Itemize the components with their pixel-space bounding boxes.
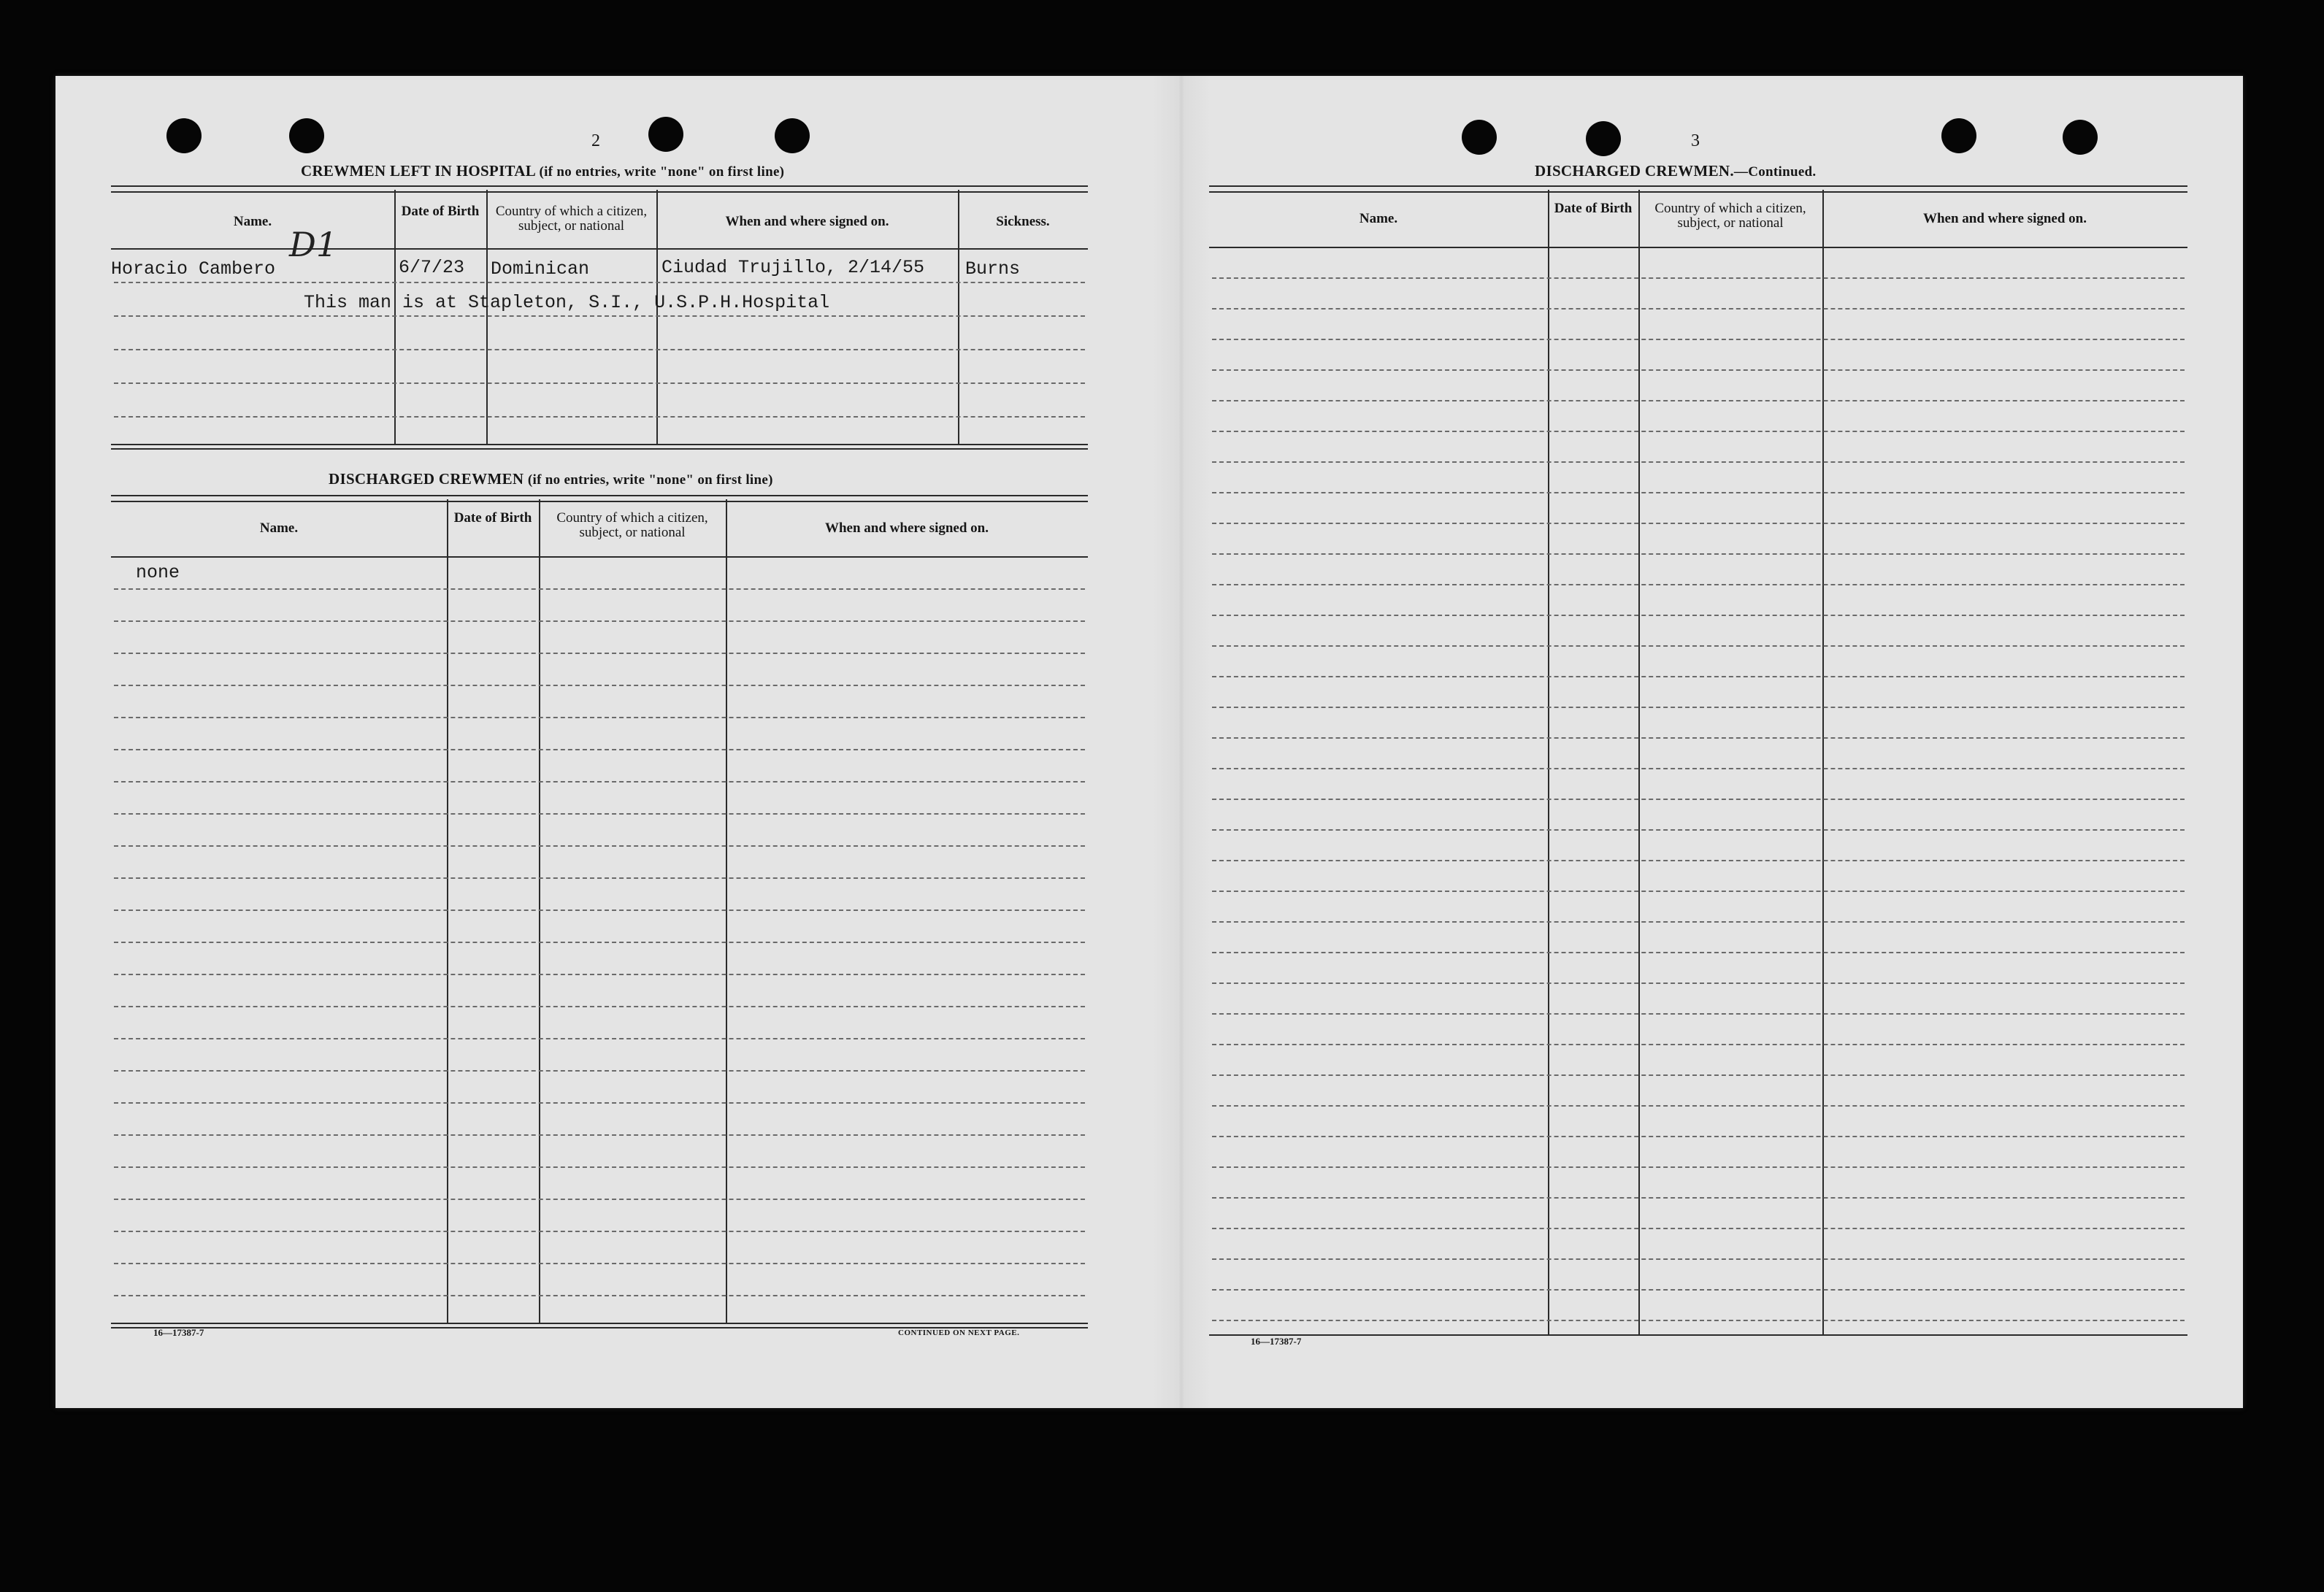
entry-sickness: Burns xyxy=(965,258,1021,280)
row-rule xyxy=(1212,1258,2185,1260)
row-rule xyxy=(114,1102,1085,1104)
row-rule xyxy=(1212,615,2185,616)
row-rule xyxy=(1212,1013,2185,1015)
row-rule xyxy=(1212,860,2185,861)
row-rule xyxy=(114,653,1085,654)
row-rule xyxy=(1212,369,2185,371)
column-header: Date of Birth xyxy=(401,204,480,219)
row-rule xyxy=(114,974,1085,975)
form-number-left: 16—17387-7 xyxy=(153,1327,204,1338)
table-top-rule xyxy=(1209,185,2187,193)
column-divider xyxy=(1548,190,1549,1334)
column-divider xyxy=(394,190,396,444)
row-rule xyxy=(1212,1105,2185,1107)
row-rule xyxy=(1212,1136,2185,1137)
document-sheet xyxy=(55,76,2243,1408)
entry-dob: 6/7/23 xyxy=(399,257,465,278)
continued-section-title xyxy=(1535,162,1816,180)
row-rule xyxy=(114,620,1085,622)
row-rule xyxy=(1212,461,2185,463)
row-rule xyxy=(114,1166,1085,1168)
row-rule xyxy=(1212,921,2185,923)
column-header: Sickness. xyxy=(996,214,1050,229)
row-rule xyxy=(114,1199,1085,1200)
row-rule xyxy=(1212,1074,2185,1076)
table-bottom-rule xyxy=(111,448,1088,450)
punch-hole xyxy=(2063,120,2098,155)
continued-note: CONTINUED ON NEXT PAGE. xyxy=(898,1328,1020,1337)
column-header: Name. xyxy=(1359,211,1398,226)
discharged-first-entry: none xyxy=(136,562,180,583)
row-rule xyxy=(1212,707,2185,708)
continued-title-suffix: —Continued. xyxy=(1733,164,1817,180)
row-rule xyxy=(114,685,1085,686)
row-rule xyxy=(114,349,1085,350)
hospital-title-text: CREWMEN LEFT IN HOSPITAL xyxy=(301,162,535,180)
column-divider xyxy=(656,190,658,444)
row-rule xyxy=(1212,492,2185,493)
table-bottom-rule xyxy=(111,1323,1088,1324)
column-header: When and where signed on. xyxy=(725,214,889,229)
column-header: Date of Birth xyxy=(453,510,532,526)
page-number-left: 2 xyxy=(591,131,600,150)
row-rule xyxy=(114,282,1085,283)
column-divider xyxy=(486,190,488,444)
row-rule xyxy=(1212,891,2185,892)
row-rule xyxy=(1212,737,2185,739)
table-bottom-rule xyxy=(1209,1334,2187,1336)
handwritten-mark: D1 xyxy=(289,225,338,264)
entry-country: Dominican xyxy=(491,258,590,280)
row-rule xyxy=(114,416,1085,418)
punch-hole xyxy=(1941,118,1976,153)
punch-hole xyxy=(1462,120,1497,155)
column-divider xyxy=(958,190,959,444)
row-rule xyxy=(1212,676,2185,677)
row-rule xyxy=(1212,400,2185,401)
row-rule xyxy=(114,1295,1085,1296)
row-rule xyxy=(1212,584,2185,585)
row-rule xyxy=(114,910,1085,911)
table-top-rule xyxy=(111,185,1088,193)
row-rule xyxy=(114,749,1085,750)
column-divider xyxy=(1638,190,1640,1334)
column-header: Name. xyxy=(259,520,299,536)
punch-hole xyxy=(1586,121,1621,156)
row-rule xyxy=(1212,952,2185,953)
row-rule xyxy=(1212,553,2185,555)
row-rule xyxy=(1212,645,2185,647)
entry-name: Horacio Cambero xyxy=(111,258,276,280)
punch-hole xyxy=(166,118,202,153)
column-header: Date of Birth xyxy=(1554,201,1633,216)
row-rule xyxy=(114,588,1085,590)
discharged-section-title xyxy=(329,470,773,488)
row-rule xyxy=(114,1070,1085,1072)
row-rule xyxy=(114,1006,1085,1007)
entry-signed-on: Ciudad Trujillo, 2/14/55 xyxy=(661,257,925,278)
row-rule xyxy=(1212,799,2185,800)
hospital-title-note: (if no entries, write "none" on first line) xyxy=(539,164,785,180)
discharged-title-text: DISCHARGED CREWMEN xyxy=(329,470,524,488)
row-rule xyxy=(1212,768,2185,769)
row-rule xyxy=(114,877,1085,879)
row-rule xyxy=(1212,1166,2185,1168)
row-rule xyxy=(114,813,1085,815)
row-rule xyxy=(1212,1044,2185,1045)
punch-hole xyxy=(775,118,810,153)
row-rule xyxy=(1212,1228,2185,1229)
row-rule xyxy=(1212,1289,2185,1291)
row-rule xyxy=(114,1134,1085,1136)
row-rule xyxy=(1212,829,2185,831)
punch-hole xyxy=(648,117,683,152)
page-number-right: 3 xyxy=(1691,131,1700,150)
column-header: When and where signed on. xyxy=(1922,211,2087,226)
hospital-section-title xyxy=(301,162,784,180)
row-rule xyxy=(114,1038,1085,1039)
column-header: Country of which a citizen, subject, or national xyxy=(1654,201,1806,231)
header-underline xyxy=(111,248,1088,250)
column-header: Country of which a citizen, subject, or national xyxy=(556,510,708,540)
continued-title-text: DISCHARGED CREWMEN. xyxy=(1535,162,1734,180)
punch-hole xyxy=(289,118,324,153)
column-header: Name. xyxy=(233,214,272,229)
row-rule xyxy=(1212,431,2185,432)
row-rule xyxy=(114,1231,1085,1232)
row-rule xyxy=(114,845,1085,847)
row-rule xyxy=(1212,523,2185,524)
column-header: Country of which a citizen, subject, or national xyxy=(495,204,648,234)
column-divider xyxy=(1822,190,1824,1334)
page-spine xyxy=(1152,76,1211,1408)
row-rule xyxy=(1212,308,2185,309)
form-number-right: 16—17387-7 xyxy=(1251,1336,1302,1347)
row-rule xyxy=(1212,277,2185,279)
row-rule xyxy=(114,315,1085,317)
row-rule xyxy=(114,382,1085,384)
row-rule xyxy=(1212,1197,2185,1199)
row-rule xyxy=(1212,339,2185,340)
hospital-note: This man is at Stapleton, S.I., U.S.P.H.Hospital xyxy=(304,292,830,313)
table-top-rule xyxy=(111,495,1088,502)
row-rule xyxy=(114,942,1085,943)
discharged-title-note: (if no entries, write "none" on first line) xyxy=(527,472,773,488)
row-rule xyxy=(114,1263,1085,1264)
row-rule xyxy=(1212,982,2185,984)
row-rule xyxy=(114,717,1085,718)
column-header: When and where signed on. xyxy=(824,520,989,536)
row-rule xyxy=(114,781,1085,782)
table-bottom-rule xyxy=(111,444,1088,445)
header-underline xyxy=(1209,247,2187,248)
row-rule xyxy=(1212,1320,2185,1321)
header-underline xyxy=(111,556,1088,558)
